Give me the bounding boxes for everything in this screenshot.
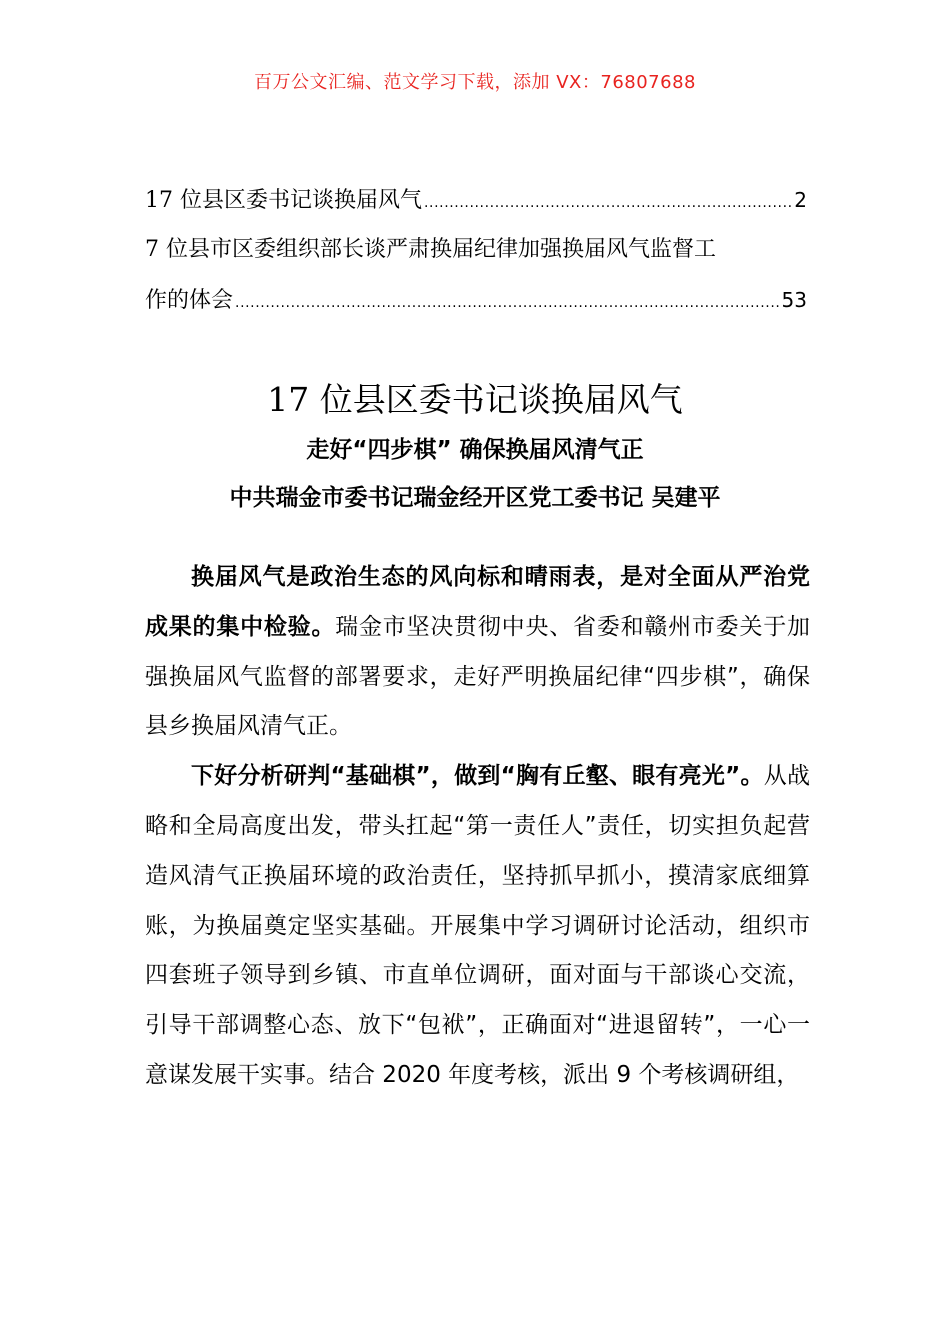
paragraph bbox=[145, 553, 810, 752]
toc-dot-leader bbox=[424, 183, 792, 219]
paragraph-lead: 换届风气是政治生态的风向标和晴雨表，是对全面从严治党成果的集中检验。 bbox=[145, 564, 810, 640]
watermark-banner: 百万公文汇编、范文学习下载，添加 VX：76807688 bbox=[254, 72, 696, 93]
article-body bbox=[145, 553, 810, 1101]
toc-dot-leader bbox=[235, 283, 780, 319]
paragraph-text: 从战略和全局高度出发，带头扛起“第一责任人”责任，切实担负起营造风清气正换届环境的政治责任，坚持抓早抓小，摸清家底细算账，为换届奠定坚实基础。开展集中学习调研讨论活动，组织市四套班子领导到乡镇、市直单位调研，面对面与干部谈心交流，引导干部调整心态、放下“包袱”，正确面对“进退留转”，一心一意谋发展干实事。结合 2020 年度考核，派出 9 个考核调研组， bbox=[145, 763, 811, 1088]
toc-entry-title-line1[interactable]: 7 位县市区委组织部长谈严肃换届纪律加强换届风气监督工 bbox=[145, 237, 716, 262]
toc-entry-title: 17 位县区委书记谈换届风气 bbox=[145, 188, 422, 213]
table-of-contents bbox=[145, 182, 807, 318]
article-title: 17 位县区委书记谈换届风气 bbox=[267, 380, 683, 419]
article-author: 中共瑞金市委书记瑞金经开区党工委书记 吴建平 bbox=[229, 485, 721, 511]
toc-entry-page: 53 bbox=[781, 288, 807, 312]
toc-entry-page: 2 bbox=[794, 188, 807, 212]
article-subtitle: 走好“四步棋” 确保换届风清气正 bbox=[306, 437, 644, 463]
paragraph-lead: 下好分析研判“基础棋”，做到“胸有丘壑、眼有亮光”。 bbox=[191, 763, 764, 790]
paragraph-text: 瑞金市坚决贯彻中央、省委和赣州市委关于加强换届风气监督的部署要求，走好严明换届纪律“四步棋”，确保县乡换届风清气正。 bbox=[145, 613, 811, 740]
paragraph bbox=[145, 752, 810, 1101]
toc-entry-title-line2: 作的体会 bbox=[145, 288, 234, 313]
toc-entry[interactable] bbox=[145, 182, 807, 218]
toc-entry[interactable] bbox=[145, 282, 807, 318]
